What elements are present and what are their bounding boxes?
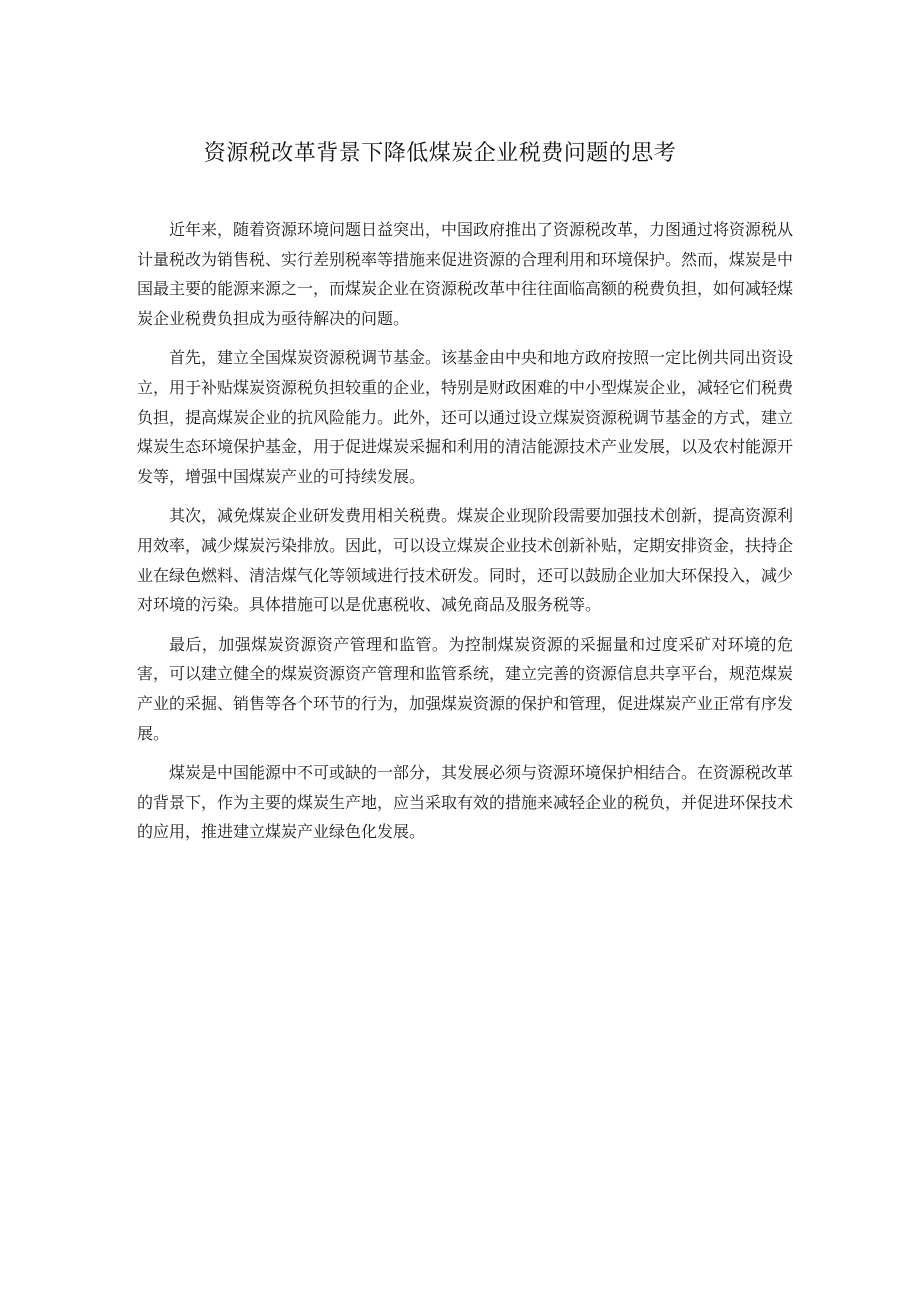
- document-title: 资源税改革背景下降低煤炭企业税费问题的思考: [203, 141, 677, 166]
- paragraph-intro: 近年来，随着资源环境问题日益突出，中国政府推出了资源税改革，力图通过将资源税从计量税改为销售税、实行差别税率等措施来促进资源的合理利用和环境保护。然而，煤炭是中国最主要的能源来源之一，而煤炭企业在资源税改革中往往面临高额的税费负担，如何减轻煤炭企业税费负担成为亟待解决的问题。: [137, 220, 794, 328]
- paragraph-first-measure: 首先，建立全国煤炭资源税调节基金。该基金由中央和地方政府按照一定比例共同出资设立，用于补贴煤炭资源税负担较重的企业，特别是财政困难的中小型煤炭企业，减轻它们税费负担，提高煤炭企业的抗风险能力。此外，还可以通过设立煤炭资源税调节基金的方式，建立煤炭生态环境保护基金，用于促进煤炭采掘和利用的清洁能源技术产业发展，以及农村能源开发等，增强中国煤炭产业的可持续发展。: [137, 348, 794, 486]
- document-body: [137, 215, 793, 857]
- paragraph-second-measure: 其次，减免煤炭企业研发费用相关税费。煤炭企业现阶段需要加强技术创新，提高资源利用效率，减少煤炭污染排放。因此，可以设立煤炭企业技术创新补贴，定期安排资金，扶持企业在绿色燃料、清洁煤气化等领域进行技术研发。同时，还可以鼓励企业加大环保投入，减少对环境的污染。具体措施可以是优惠税收、减免商品及服务税等。: [137, 506, 794, 615]
- paragraph-conclusion: 煤炭是中国能源中不可或缺的一部分，其发展必须与资源环境保护相结合。在资源税改革的背景下，作为主要的煤炭生产地，应当采取有效的措施来减轻企业的税负，并促进环保技术的应用，推进建立煤炭产业绿色化发展。: [137, 763, 794, 842]
- paragraph-third-measure: 最后，加强煤炭资源资产管理和监管。为控制煤炭资源的采掘量和过度采矿对环境的危害，可以建立健全的煤炭资源资产管理和监管系统，建立完善的资源信息共享平台，规范煤炭产业的采掘、销售等各个环节的行为，加强煤炭资源的保护和管理，促进煤炭产业正常有序发展。: [137, 634, 794, 743]
